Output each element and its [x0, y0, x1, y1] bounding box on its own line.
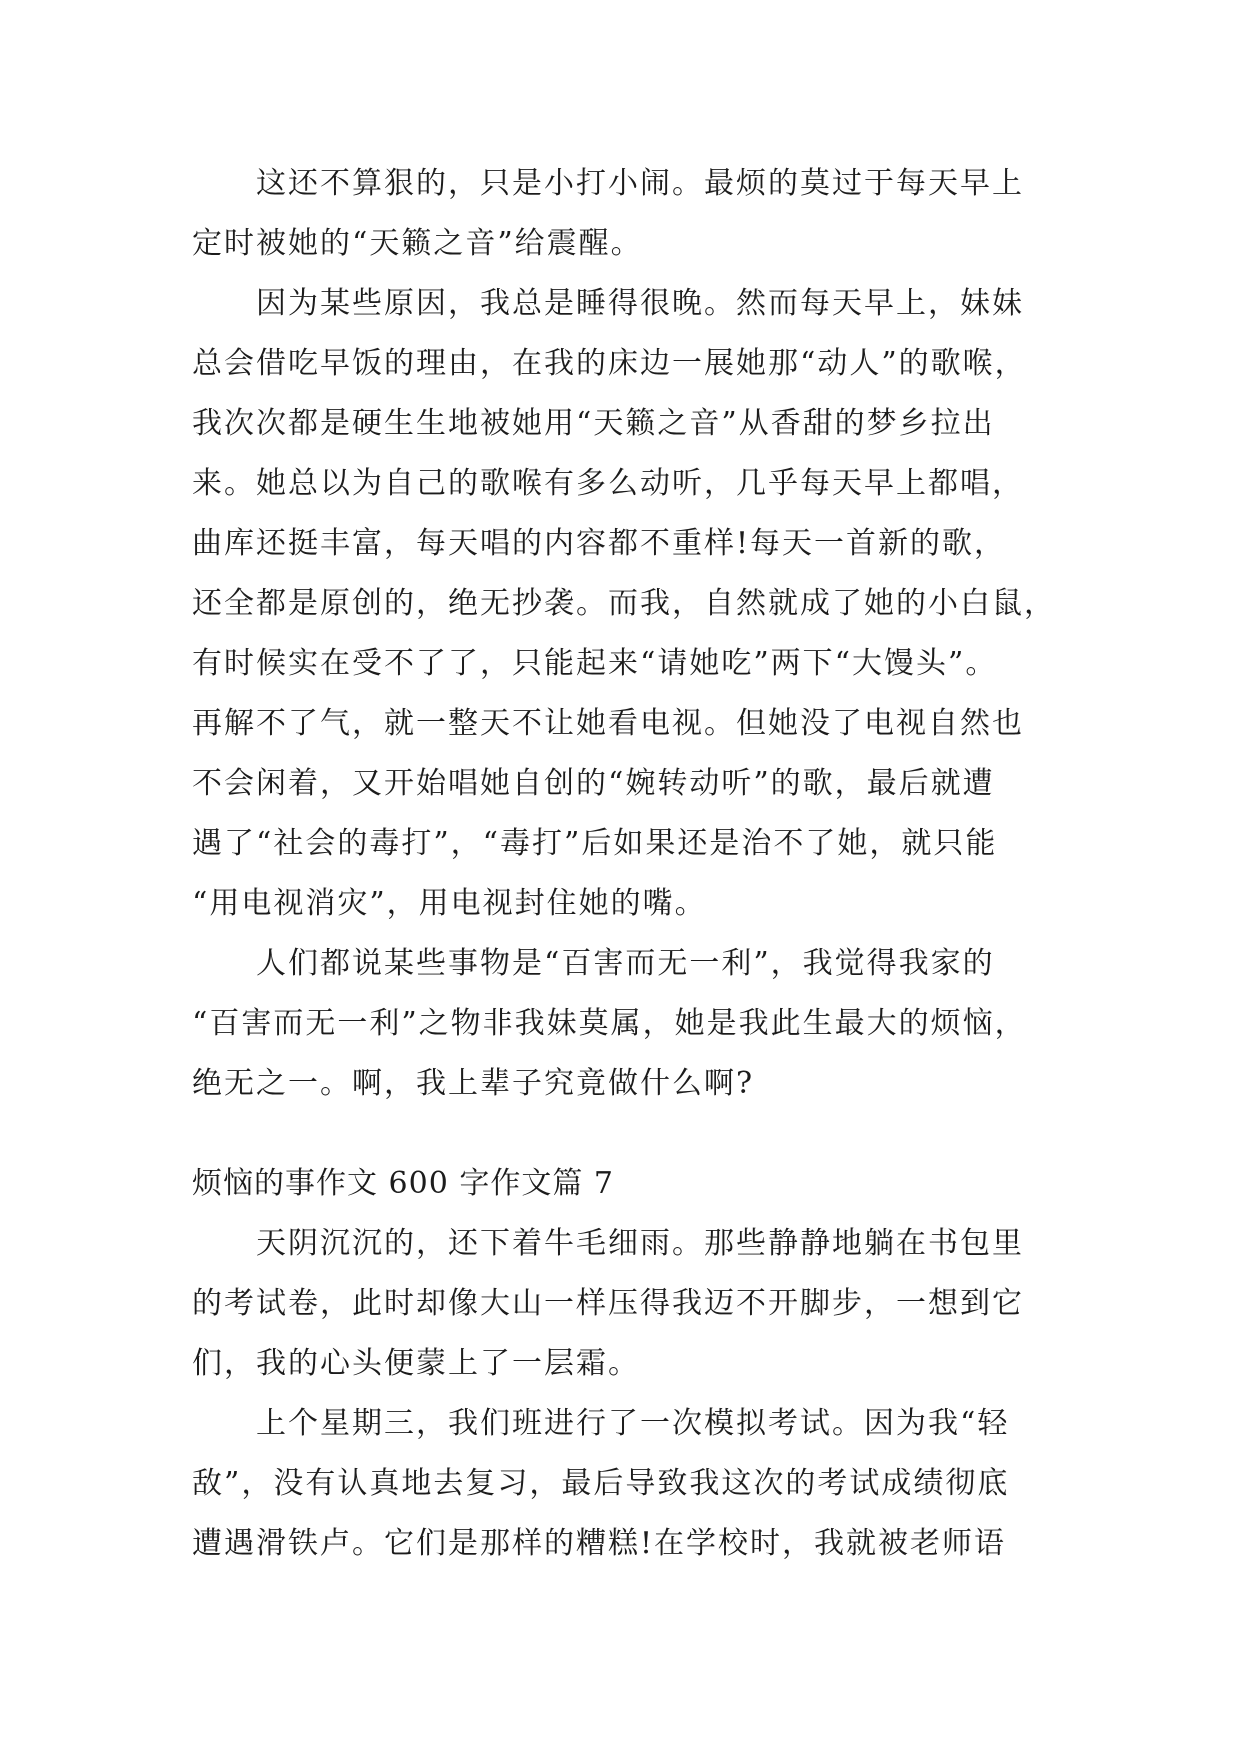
paragraph-2-line-5: 曲库还挺丰富，每天唱的内容都不重样!每天一首新的歌，: [192, 526, 1007, 561]
paragraph-5-line-3: 遭遇滑铁卢。它们是那样的糟糕!在学校时，我就被老师语: [192, 1526, 1007, 1561]
paragraph-3-line-2: “百害而无一利”之物非我妹莫属，她是我此生最大的烦恼，: [192, 1006, 1027, 1041]
paragraph-4-line-1: 天阴沉沉的，还下着牛毛细雨。那些静静地躺在书包里: [256, 1226, 1024, 1261]
paragraph-2-line-4: 来。她总以为自己的歌喉有多么动听，几乎每天早上都唱，: [192, 466, 1024, 501]
paragraph-5-line-2: 敌”，没有认真地去复习，最后导致我这次的考试成绩彻底: [192, 1466, 1010, 1501]
paragraph-1-line-2: 定时被她的“天籁之音”给震醒。: [192, 226, 643, 261]
paragraph-2-line-9: 不会闲着，又开始唱她自创的“婉转动听”的歌，最后就遭: [192, 766, 995, 801]
paragraph-1-line-1: 这还不算狠的，只是小打小闹。最烦的莫过于每天早上: [256, 166, 1024, 201]
paragraph-3-line-3: 绝无之一。啊，我上辈子究竟做什么啊?: [192, 1066, 755, 1101]
paragraph-2-line-11: “用电视消灾”，用电视封住她的嘴。: [192, 886, 707, 921]
paragraph-2-line-1: 因为某些原因，我总是睡得很晚。然而每天早上，妹妹: [256, 286, 1024, 321]
paragraph-3-line-1: 人们都说某些事物是“百害而无一利”，我觉得我家的: [256, 946, 995, 981]
paragraph-2-line-2: 总会借吃早饭的理由，在我的床边一展她那“动人”的歌喉，: [192, 346, 1027, 381]
paragraph-2-line-7: 有时候实在受不了了，只能起来“请她吃”两下“大馒头”。: [192, 646, 998, 681]
paragraph-2-line-6: 还全都是原创的，绝无抄袭。而我，自然就成了她的小白鼠，: [192, 586, 1056, 621]
paragraph-5-line-1: 上个星期三，我们班进行了一次模拟考试。因为我“轻: [256, 1406, 1010, 1441]
paragraph-4-line-3: 们，我的心头便蒙上了一层霜。: [192, 1346, 640, 1381]
paragraph-2-line-8: 再解不了气，就一整天不让她看电视。但她没了电视自然也: [192, 706, 1024, 741]
paragraph-4-line-2: 的考试卷，此时却像大山一样压得我迈不开脚步，一想到它: [192, 1286, 1024, 1321]
paragraph-2-line-10: 遇了“社会的毒打”，“毒打”后如果还是治不了她，就只能: [192, 826, 998, 861]
paragraph-2-line-3: 我次次都是硬生生地被她用“天籁之音”从香甜的梦乡拉出: [192, 406, 995, 441]
section-heading: 烦恼的事作文 600 字作文篇 7: [192, 1166, 614, 1201]
